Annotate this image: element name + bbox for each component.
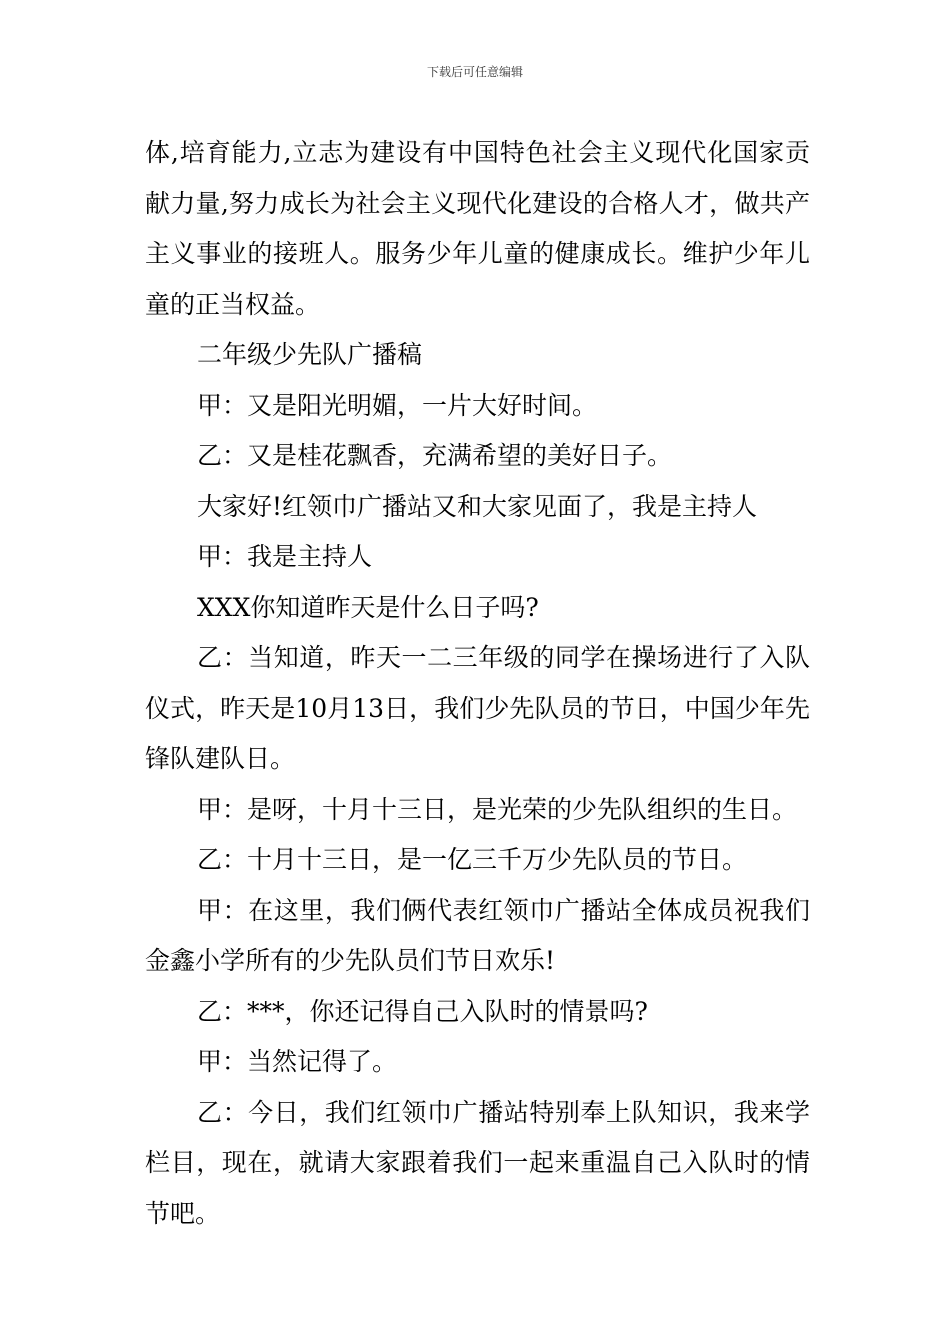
section-title: 二年级少先队广播稿: [197, 340, 423, 369]
page-header-note: 下载后可任意编辑: [426, 65, 523, 79]
paragraph: 体,培育能力,立志为建设有中国特色社会主义现代化国家贡献力量,努力成长为社会主义现代化建设的合格人才，做共产主义事业的接班人。服务少年儿童的健康成长。维护少年儿童的正当权益。: [145, 138, 810, 319]
paragraph: 乙：十月十三日，是一亿三千万少先队员的节日。: [197, 845, 748, 874]
paragraph: 甲：当然记得了。: [197, 1047, 398, 1076]
paragraph: 大家好!红领巾广播站又和大家见面了，我是主持人: [197, 491, 758, 521]
paragraph: 甲：又是阳光明媚，一片大好时间。: [197, 390, 598, 420]
paragraph: 乙：又是桂花飘香，充满希望的美好日子。: [197, 441, 673, 470]
paragraph: 甲：在这里，我们俩代表红领巾广播站全体成员祝我们金鑫小学所有的少先队员们节日欢乐!: [145, 895, 810, 975]
paragraph: XXX你知道昨天是什么日子吗?: [197, 592, 539, 622]
document-body: [145, 128, 810, 1239]
paragraph: 乙：***，你还记得自己入队时的情景吗?: [197, 996, 648, 1026]
paragraph: 乙：当知道，昨天一二三年级的同学在操场进行了入队仪式，昨天是10月13日，我们少先队员的节日，中国少年先锋队建队日。: [145, 643, 810, 773]
paragraph: 乙：今日，我们红领巾广播站特别奉上队知识，我来学栏目，现在，就请大家跟着我们一起来重温自己入队时的情节吧。: [145, 1097, 810, 1228]
paragraph: 甲：是呀，十月十三日，是光荣的少先队组织的生日。: [197, 794, 798, 824]
paragraph: 甲：我是主持人: [197, 542, 373, 571]
